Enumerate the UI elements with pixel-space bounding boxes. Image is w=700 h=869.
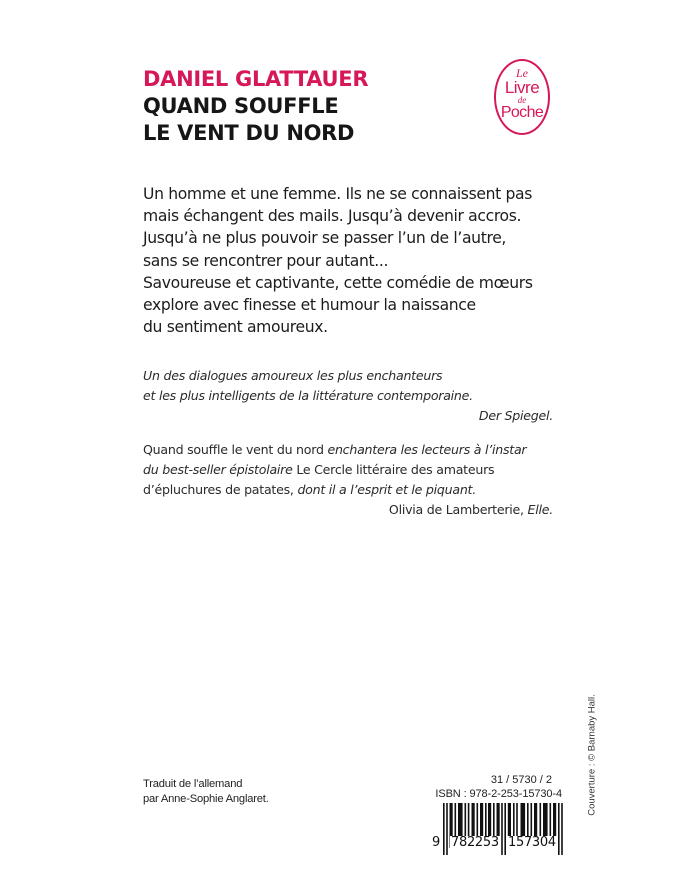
logo-de: de <box>517 95 527 105</box>
quote-line: Un des dialogues amoureux les plus enchanteurs <box>143 368 443 383</box>
quote-source-name: Olivia de Lamberterie, <box>388 502 528 517</box>
blurb-line: sans se rencontrer pour autant... <box>143 251 389 270</box>
quote-line <box>143 440 553 460</box>
quote-roman-text: Quand souffle le vent du nord <box>143 442 328 457</box>
blurb-line: Jusqu’à ne plus pouvoir se passer l’un de l’autre, <box>143 229 507 248</box>
summary-blurb <box>143 183 533 338</box>
press-quote-elle <box>143 440 553 520</box>
title-line: LE VENT DU NORD <box>143 121 355 145</box>
barcode-right-digits: 157304 <box>508 835 556 850</box>
logo-poche: Poche <box>500 104 544 121</box>
blurb-line: du sentiment amoureux. <box>143 318 328 337</box>
blurb-line: explore avec finesse et humour la naissance <box>143 296 476 315</box>
quote-source <box>143 500 553 520</box>
quote-roman-text: d’épluchures de patates, <box>143 482 298 497</box>
translator-credit <box>143 777 269 807</box>
book-title <box>143 93 354 147</box>
blurb-line: mais échangent des mails. Jusqu’à devenir accros. <box>143 207 522 226</box>
quote-roman-text: Le Cercle littéraire des amateurs <box>296 462 495 477</box>
logo-le: Le <box>516 66 528 80</box>
barcode-left-digits: 782253 <box>451 835 499 850</box>
quote-line <box>143 480 553 500</box>
title-line: QUAND SOUFFLE <box>143 94 339 118</box>
barcode-first-digit: 9 <box>432 835 441 850</box>
author-name: DANIEL GLATTAUER <box>143 67 369 91</box>
press-quote-spiegel <box>143 366 553 426</box>
translator-line: par Anne-Sophie Anglaret. <box>143 793 269 805</box>
translator-line: Traduit de l’allemand <box>143 778 243 790</box>
quote-source-publication: Elle. <box>527 502 553 517</box>
publisher-logo <box>494 59 550 135</box>
isbn-number: ISBN : 978-2-253-15730-4 <box>435 788 562 800</box>
quote-line: et les plus intelligents de la littérature contemporaine. <box>143 388 473 403</box>
blurb-line: Savoureuse et captivante, cette comédie de mœurs <box>143 273 533 292</box>
logo-livre: Livre <box>504 78 540 97</box>
reference-code: 31 / 5730 / 2 <box>490 774 552 786</box>
quote-source: Der Spiegel. <box>478 408 553 423</box>
quote-italic-text: enchantera les lecteurs à l’instar <box>327 442 527 457</box>
blurb-line: Un homme et une femme. Ils ne se connaissent pas <box>143 185 533 203</box>
quote-italic-text: dont il a l’esprit et le piquant. <box>297 482 477 497</box>
quote-italic-text: du best-seller épistolaire <box>143 462 297 477</box>
quote-line <box>143 460 553 480</box>
cover-photo-credit: Couverture : © Barnaby Hall. <box>586 694 598 816</box>
